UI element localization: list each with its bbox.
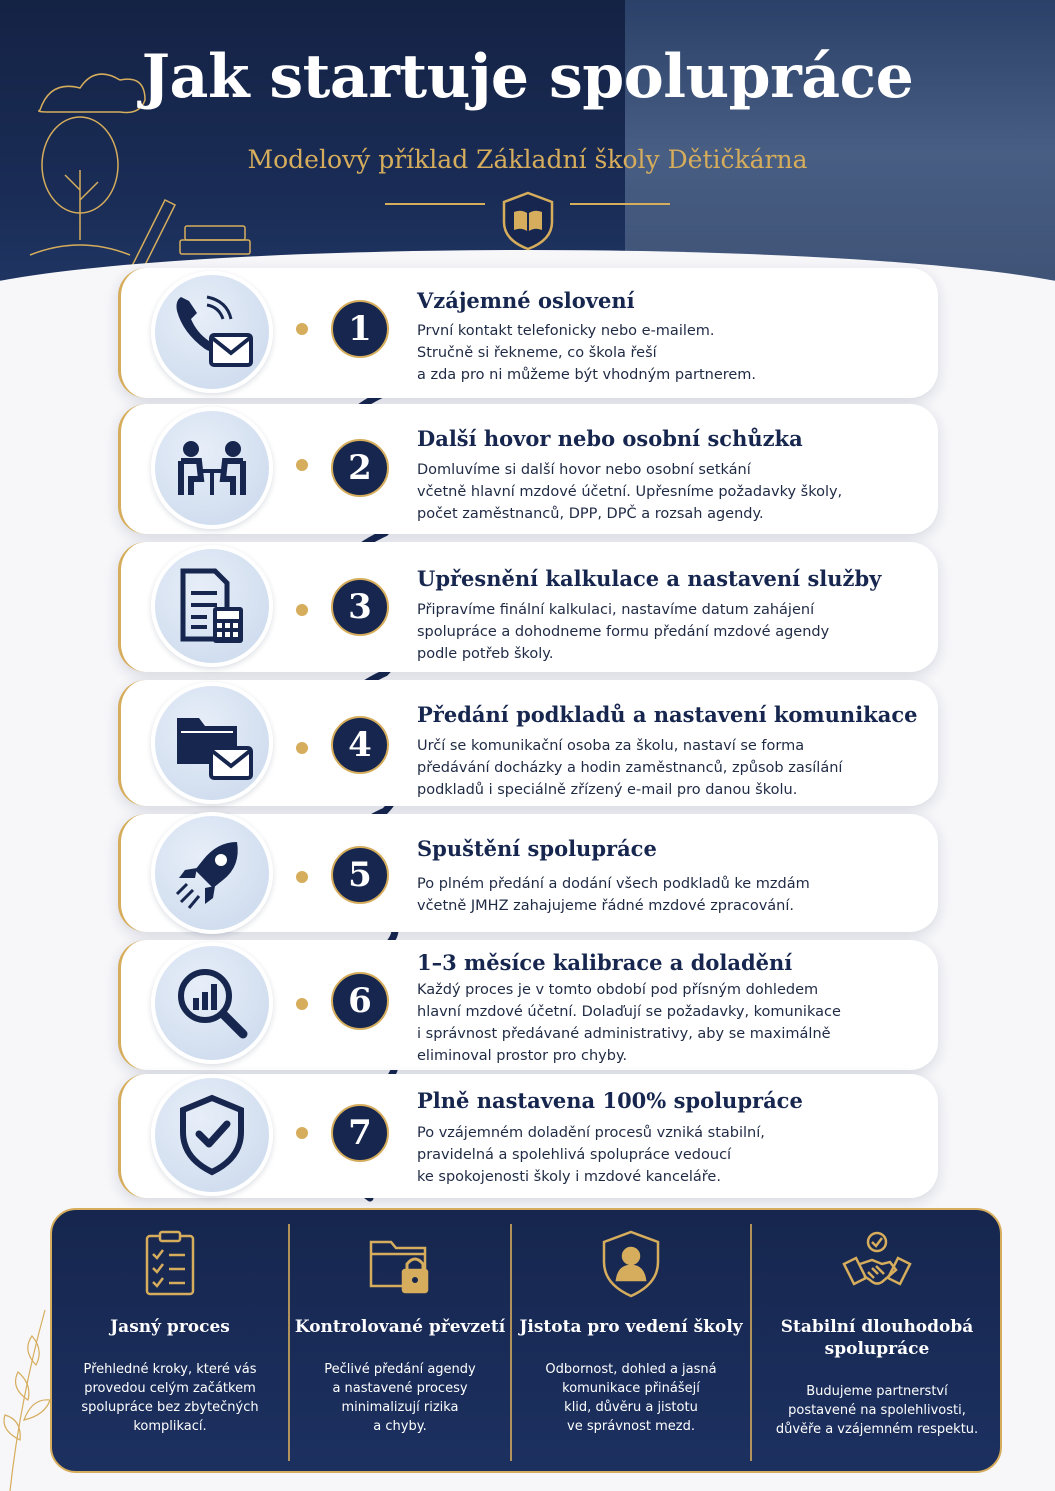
step-1-dot (296, 323, 308, 335)
benefit-4-title: Stabilní dlouhodobá spolupráce (780, 1317, 974, 1359)
benefit-1-title: Jasný proces (110, 1317, 230, 1337)
step-7-description: Po vzájemném doladění procesů vzniká stabilní, pravidelná a spolehlivá spolupráce vedoucí ke spokojenosti školy i mzdové kanceláře. (417, 1125, 765, 1185)
step-card-3 (118, 542, 938, 672)
step-6-title: 1–3 měsíce kalibrace a doladění (417, 950, 793, 975)
magnifier-chart-icon (167, 958, 257, 1048)
book-shield-icon (500, 190, 556, 252)
step-card-2 (118, 404, 938, 534)
benefit-2 (290, 1210, 510, 1475)
benefit-2-title: Kontrolované převzetí (294, 1317, 506, 1337)
subtitle-divider-left (385, 203, 485, 205)
step-2-number: 2 (331, 439, 389, 497)
step-1-description: První kontakt telefonicky nebo e-mailem. Stručně si řekneme, co škola řeší a zda pro ni můžeme být vhodným partnerem. (417, 323, 757, 383)
step-card-4 (118, 680, 938, 806)
step-card-1 (118, 268, 938, 398)
benefits-panel (50, 1208, 1002, 1473)
step-6-description: Každý proces je v tomto období pod přísným dohledem hlavní mzdové účetní. Dolaďují se požadavky, komunikace i správnost předávané administrativy, aby se maximálně eliminoval prostor pro chyby. (417, 982, 841, 1064)
step-5-title: Spuštění spolupráce (417, 836, 657, 861)
step-4-title: Předání podkladů a nastavení komunikace (417, 702, 918, 727)
step-2-title: Další hovor nebo osobní schůzka (417, 426, 803, 451)
step-1-number: 1 (331, 300, 389, 358)
benefit-4-description: Budujeme partnerství postavené na spolehlivosti, důvěře a vzájemném respektu. (775, 1384, 979, 1437)
handshake-icon (842, 1228, 912, 1298)
step-6-number: 6 (331, 972, 389, 1030)
step-2-description: Domluvíme si další hovor nebo osobní setkání včetně hlavní mzdové účetní. Upřesníme požadavky školy, počet zaměstnanců, DPP, DPČ a rozsah agendy. (417, 462, 843, 522)
step-7-number: 7 (331, 1104, 389, 1162)
benefit-1 (52, 1210, 288, 1475)
folder-email-icon (167, 698, 257, 788)
step-3-number: 3 (331, 578, 389, 636)
step-2-icon-circle (151, 407, 273, 529)
step-4-icon-circle (151, 682, 273, 804)
benefit-2-description: Pečlivé předání agendy a nastavené procesy minimalizují rizika a chyby. (324, 1362, 476, 1434)
step-5-dot (296, 871, 308, 883)
phone-email-icon (167, 287, 257, 377)
rocket-icon (167, 828, 257, 918)
step-7-icon-circle (151, 1074, 273, 1196)
step-7-title: Plně nastavena 100% spolupráce (417, 1088, 803, 1113)
step-card-6 (118, 940, 938, 1070)
step-4-dot (296, 742, 308, 754)
step-1-icon-circle (151, 271, 273, 393)
benefit-3-title: Jistota pro vedení školy (519, 1317, 743, 1337)
step-card-7 (118, 1074, 938, 1198)
step-3-icon-circle (151, 545, 273, 667)
step-6-dot (296, 998, 308, 1010)
step-5-number: 5 (331, 846, 389, 904)
shield-check-icon (167, 1090, 257, 1180)
step-5-description: Po plném předání a dodání všech podkladů ke mzdám včetně JMHZ zahajujeme řádné mzdové zpracování. (417, 876, 810, 914)
step-3-description: Připravíme finální kalkulaci, nastavíme datum zahájení spolupráce a dohodneme formu předání mzdové agendy podle potřeb školy. (417, 602, 830, 662)
folder-lock-icon (365, 1228, 435, 1298)
benefit-3 (512, 1210, 750, 1475)
step-card-5 (118, 814, 938, 932)
step-4-description: Určí se komunikační osoba za školu, nastaví se forma předávání docházky a hodin zaměstnanců, způsob zasílání podkladů i speciálně zřízený e-mail pro danou školu. (417, 738, 843, 798)
document-calculator-icon (167, 561, 257, 651)
shield-person-icon (596, 1228, 666, 1298)
benefit-3-description: Odbornost, dohled a jasná komunikace přinášejí klid, důvěru a jistotu ve správnost mezd. (545, 1362, 717, 1434)
step-1-title: Vzájemné oslovení (417, 288, 635, 313)
step-5-icon-circle (151, 812, 273, 934)
step-6-icon-circle (151, 942, 273, 1064)
step-4-number: 4 (331, 716, 389, 774)
meeting-icon (167, 423, 257, 513)
page-subtitle: Modelový příklad Základní školy Dětičkárna (247, 145, 808, 174)
step-3-title: Upřesnění kalkulace a nastavení služby (417, 566, 882, 591)
benefit-1-description: Přehledné kroky, které vás provedou celým začátkem spolupráce bez zbytečných komplikací. (81, 1362, 259, 1434)
subtitle-divider-right (570, 203, 670, 205)
step-3-dot (296, 604, 308, 616)
checklist-icon (135, 1228, 205, 1298)
step-2-dot (296, 459, 308, 471)
benefit-4 (752, 1210, 1002, 1475)
page-title: Jak startuje spolupráce (141, 42, 914, 112)
step-7-dot (296, 1127, 308, 1139)
